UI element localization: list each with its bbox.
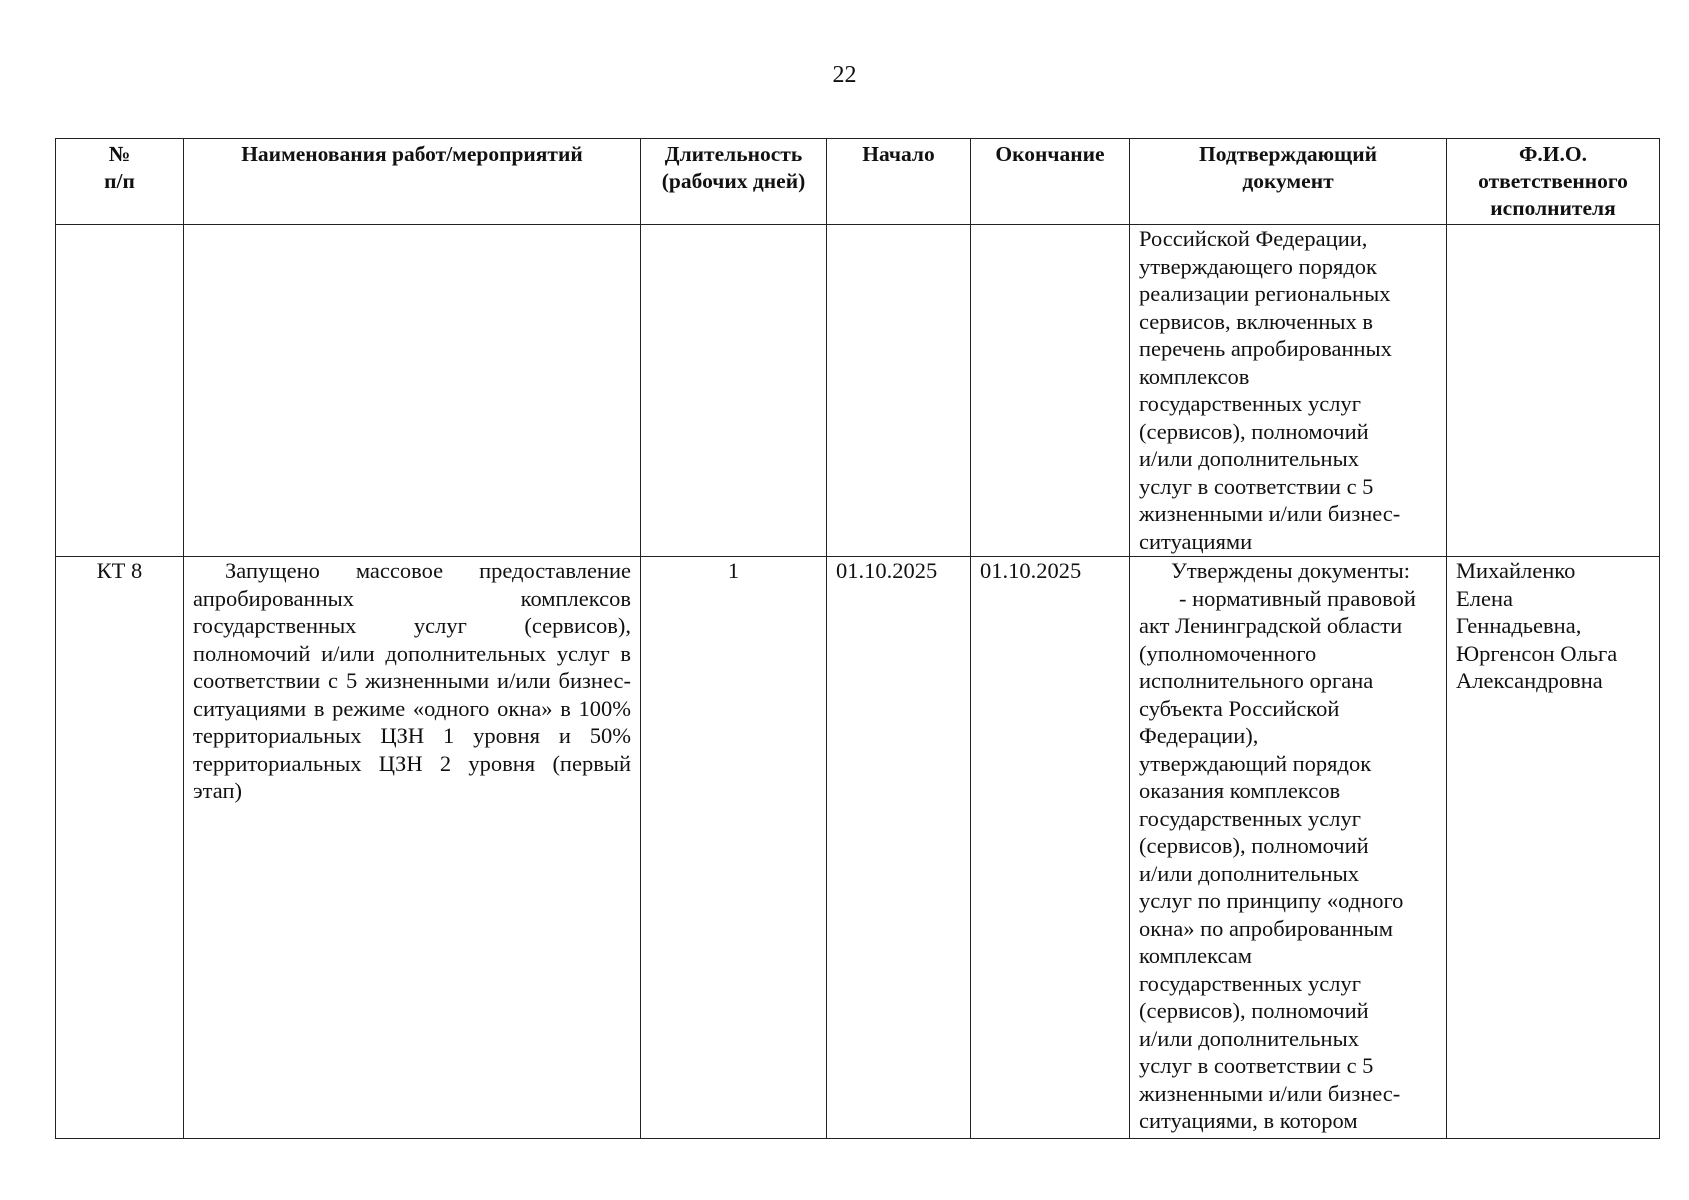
cell-name — [184, 557, 641, 1139]
work-plan-table — [55, 138, 1660, 1139]
cell-responsible — [1447, 225, 1660, 557]
cell-duration — [641, 225, 827, 557]
text-line: Александровна — [1456, 668, 1603, 693]
text-line: окна» по апробированным — [1139, 915, 1393, 941]
header-document: Подтверждающий документ — [1130, 139, 1447, 225]
text-line: Федерации), — [1139, 723, 1259, 748]
text-line: услуг по принципу «одного — [1139, 888, 1404, 913]
text-line: государственных услуг — [1139, 970, 1362, 996]
cell-start: 01.10.2025 — [827, 557, 971, 1139]
text-line: акт Ленинградской области — [1139, 613, 1403, 638]
header-end: Окончание — [971, 139, 1130, 225]
cell-duration: 1 — [641, 557, 827, 1139]
table-row — [56, 557, 1660, 1139]
text-line: комплексов — [1139, 363, 1250, 389]
text-line: перечень апробированных — [1139, 336, 1392, 361]
text-line: Российской Федерации, — [1139, 226, 1368, 251]
text-line: Михайленко — [1456, 558, 1576, 583]
cell-document — [1130, 557, 1447, 1139]
text-line: государственных услуг — [1139, 391, 1362, 416]
text-line: Елена — [1456, 585, 1513, 611]
text-line: услуг в соответствии с 5 — [1139, 1053, 1374, 1078]
task-name-text: Запущено массовое предоставление апробированных комплексов государственных услуг (сервисов), полномочий и/или дополнительных услуг в соответствии с 5 жизненными и/или бизнес-ситуациями в режиме «одного окна» в 100% территориальных ЦЗН 1 уровня и 50% территориальных ЦЗН 2 уровня (первый этап) — [193, 558, 631, 803]
text-line: услуг в соответствии с 5 — [1139, 473, 1374, 499]
text-line: утверждающий порядок — [1139, 750, 1372, 776]
table-header-row — [56, 139, 1660, 225]
cell-start — [827, 225, 971, 557]
text-line: жизненными и/или бизнес- — [1139, 1080, 1401, 1106]
text-line: субъекта Российской — [1139, 695, 1340, 721]
text-line: сервисов, включенных в — [1139, 308, 1374, 334]
text-line: комплексам — [1139, 943, 1252, 968]
text-line: и/или дополнительных — [1139, 446, 1359, 471]
text-line: оказания комплексов — [1139, 778, 1341, 803]
text-line: государственных услуг — [1139, 805, 1362, 831]
header-name: Наименования работ/мероприятий — [184, 139, 641, 225]
header-start: Начало — [827, 139, 971, 225]
text-line: и/или дополнительных — [1139, 1025, 1359, 1051]
cell-num — [56, 225, 184, 557]
text-line: Геннадьевна, — [1456, 613, 1582, 638]
text-line: и/или дополнительных — [1139, 860, 1359, 886]
page-number: 22 — [832, 62, 857, 88]
cell-document — [1130, 225, 1447, 557]
text-line: ситуациями, в котором — [1139, 1108, 1358, 1133]
header-num: № п/п — [56, 139, 184, 225]
text-line: жизненными и/или бизнес- — [1139, 501, 1401, 526]
text-line: (сервисов), полномочий — [1139, 418, 1369, 444]
cell-num: КТ 8 — [56, 557, 184, 1139]
header-duration: Длительность (рабочих дней) — [641, 139, 827, 225]
cell-end — [971, 225, 1130, 557]
header-responsible: Ф.И.О. ответственного исполнителя — [1447, 139, 1660, 225]
cell-responsible — [1447, 557, 1660, 1139]
text-line: утверждающего порядок — [1139, 253, 1377, 279]
text-line: (уполномоченного — [1139, 640, 1317, 666]
text-line: Юргенсон Ольга — [1456, 640, 1618, 666]
text-line: - нормативный правовой — [1179, 585, 1416, 611]
text-line: реализации региональных — [1139, 281, 1391, 306]
cell-name — [184, 225, 641, 557]
text-line: Утверждены документы: — [1171, 558, 1410, 583]
cell-end: 01.10.2025 — [971, 557, 1130, 1139]
text-line: исполнительного органа — [1139, 668, 1374, 693]
text-line: ситуациями — [1139, 528, 1253, 554]
table-row — [56, 225, 1660, 557]
text-line: (сервисов), полномочий — [1139, 833, 1369, 858]
text-line: (сервисов), полномочий — [1139, 998, 1369, 1023]
